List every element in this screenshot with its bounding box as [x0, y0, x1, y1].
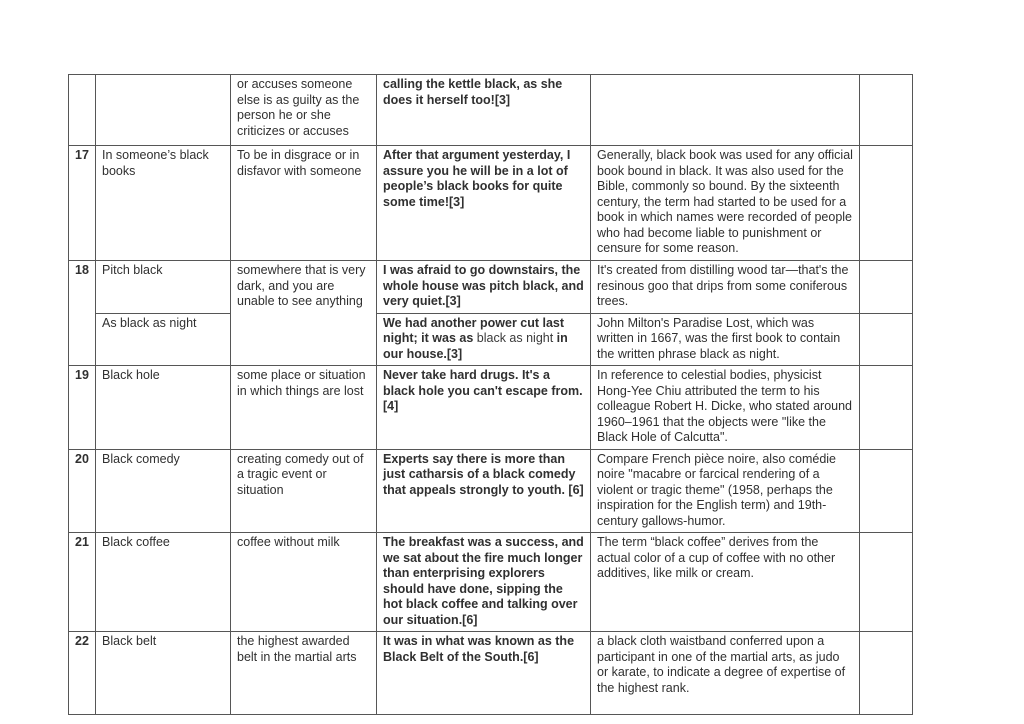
table-row-16-continued [69, 75, 913, 146]
cell-row-number [69, 75, 96, 146]
cell-origin: Compare French pièce noire, also comédie noire "macabre or farcical rendering of a violent or tragic theme" (1958, perhaps the inspiration for the English term) and 19th-century gallows-humor. [591, 449, 860, 533]
cell-definition: or accuses someone else is as guilty as the person he or she criticizes or accuses [231, 75, 377, 146]
table-row-17 [69, 146, 913, 261]
idioms-table [68, 74, 913, 715]
cell-idiom: Black comedy [96, 449, 231, 533]
cell-idiom: Black hole [96, 366, 231, 450]
cell-notes [860, 366, 913, 450]
cell-example: I was afraid to go downstairs, the whole house was pitch black, and very quiet.[3] [377, 261, 591, 314]
cell-definition: coffee without milk [231, 533, 377, 632]
cell-notes [860, 313, 913, 366]
cell-notes [860, 449, 913, 533]
cell-row-number: 18 [69, 261, 96, 366]
cell-definition: creating comedy out of a tragic event or situation [231, 449, 377, 533]
cell-idiom [96, 75, 231, 146]
cell-notes [860, 261, 913, 314]
cell-notes [860, 632, 913, 715]
table-row-21 [69, 533, 913, 632]
cell-notes [860, 533, 913, 632]
cell-row-number: 21 [69, 533, 96, 632]
cell-row-number: 17 [69, 146, 96, 261]
cell-example: Experts say there is more than just catharsis of a black comedy that appeals strongly to youth. [6] [377, 449, 591, 533]
cell-example: After that argument yesterday, I assure you he will be in a lot of people’s black books for quite some time![3] [377, 146, 591, 261]
cell-row-number: 20 [69, 449, 96, 533]
cell-idiom: Pitch black [96, 261, 231, 314]
example-bold-start: We had another power cut last night; it was as [383, 315, 565, 345]
cell-example: Never take hard drugs. It's a black hole you can't escape from.[4] [377, 366, 591, 450]
cell-origin: Generally, black book was used for any official book bound in black. It was also used for the Bible, commonly so bound. By the sixteenth century, the term had started to be used for a book in which names were recorded of people who had become liable to punishment or censure for some reason. [591, 146, 860, 261]
cell-origin [591, 75, 860, 146]
cell-notes [860, 75, 913, 146]
cell-example [377, 313, 591, 366]
example-plain-phrase: black as night [476, 331, 554, 345]
example-bold-end: in our house.[3] [383, 331, 568, 361]
cell-notes [860, 146, 913, 261]
cell-origin: It's created from distilling wood tar—that's the resinous goo that drips from some coniferous trees. [591, 261, 860, 314]
cell-row-number: 19 [69, 366, 96, 450]
cell-idiom: Black belt [96, 632, 231, 715]
cell-row-number: 22 [69, 632, 96, 715]
cell-example: It was in what was known as the Black Belt of the South.[6] [377, 632, 591, 715]
cell-origin: John Milton's Paradise Lost, which was written in 1667, was the first book to contain the written phrase black as night. [591, 313, 860, 366]
cell-example: The breakfast was a success, and we sat about the fire much longer than enterprising explorers should have done, sipping the hot black coffee and talking over our situation.[6] [377, 533, 591, 632]
cell-origin: a black cloth waistband conferred upon a participant in one of the martial arts, as judo or karate, to indicate a degree of expertise of the highest rank. [591, 632, 860, 715]
table-row-18b [69, 313, 913, 366]
cell-definition: some place or situation in which things are lost [231, 366, 377, 450]
cell-idiom: In someone’s black books [96, 146, 231, 261]
cell-idiom: Black coffee [96, 533, 231, 632]
cell-origin: The term “black coffee” derives from the actual color of a cup of coffee with no other additives, like milk or cream. [591, 533, 860, 632]
table-row-19 [69, 366, 913, 450]
cell-example: calling the kettle black, as she does it herself too![3] [377, 75, 591, 146]
table-row-22 [69, 632, 913, 715]
table-row-20 [69, 449, 913, 533]
cell-origin: In reference to celestial bodies, physicist Hong-Yee Chiu attributed the term to his colleague Robert H. Dicke, who stated around 1960–1961 that the objects were "like the Black Hole of Calcutta". [591, 366, 860, 450]
cell-idiom: As black as night [96, 313, 231, 366]
cell-definition: the highest awarded belt in the martial arts [231, 632, 377, 715]
cell-definition: To be in disgrace or in disfavor with someone [231, 146, 377, 261]
cell-definition: somewhere that is very dark, and you are unable to see anything [231, 261, 377, 366]
table-row-18a [69, 261, 913, 314]
